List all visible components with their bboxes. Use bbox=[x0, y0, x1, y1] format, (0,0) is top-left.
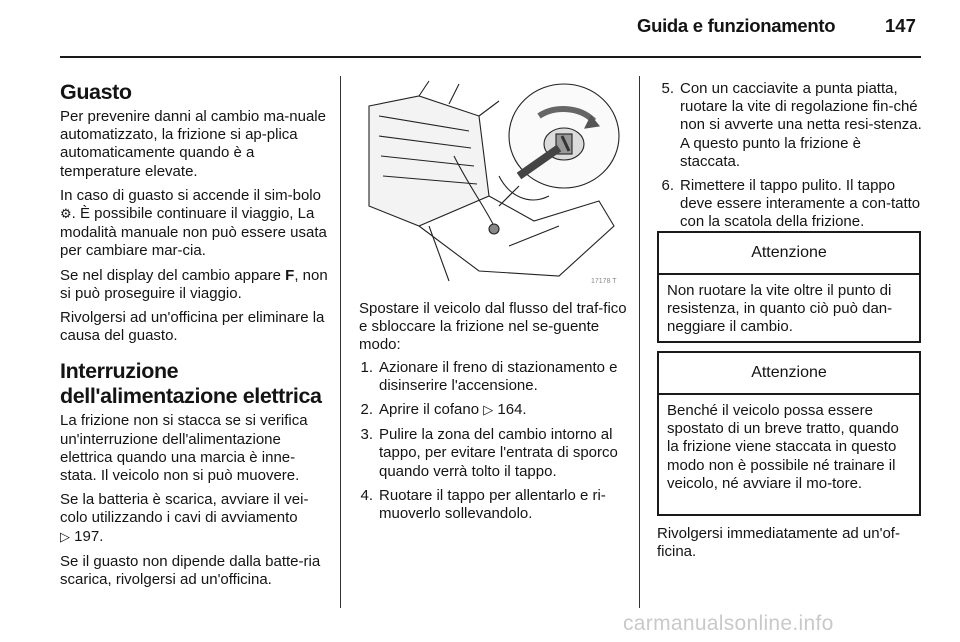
paragraph-fault-symbol: In caso di guasto si accende il sim-bolo ⚙. È possibile continuare il viaggio, La modalità manuale non può essere usata per cambiare mar-cia. bbox=[60, 186, 327, 260]
display-letter-f: F bbox=[285, 266, 295, 284]
transmission-warning-icon: ⚙ bbox=[60, 207, 72, 223]
header-rule bbox=[60, 56, 921, 58]
paragraph-workshop: Rivolgersi ad un'officina per eliminare la causa del guasto. bbox=[60, 309, 325, 345]
step-5: 5. Con un cacciavite a punta piatta, ruotare la vite di regolazione fin-ché non si avverte una netta resi-stenza. A questo punto la frizione è staccata. bbox=[661, 80, 922, 170]
watermark: carmanualsonline.info bbox=[623, 612, 834, 635]
warning-box-2 bbox=[657, 351, 921, 516]
steps-list-1-4 bbox=[355, 359, 627, 524]
section-title-power-interruption: Interruzione dell'alimentazione elettrica bbox=[60, 359, 322, 409]
header-title: Guida e funzionamento bbox=[637, 15, 836, 36]
page-number: 147 bbox=[885, 15, 916, 36]
warning-box-1 bbox=[657, 231, 921, 343]
warning-title: Attenzione bbox=[659, 233, 919, 275]
section-title-guasto: Guasto bbox=[60, 80, 132, 104]
steps-list-5-6 bbox=[656, 80, 924, 232]
paragraph-intro-steps: Spostare il veicolo dal flusso del traf-fico e sbloccare la frizione nel se-guente modo: bbox=[359, 300, 627, 354]
transmission-cap-figure bbox=[359, 76, 622, 288]
step-3: 3. Pulire la zona del cambio intorno al tappo, per evitare l'entrata di sporco quando verrà tolto il tappo. bbox=[360, 426, 618, 480]
paragraph-prevention: Per prevenire danni al cambio ma-nuale automatizzato, la frizione si ap-plica automaticamente quando è a temperature elevate. bbox=[60, 108, 326, 180]
step-6: 6. Rimettere il tappo pulito. Il tappo deve essere interamente a con-tatto con la scatola della frizione. bbox=[661, 177, 921, 231]
figure-code: 17178 T bbox=[591, 278, 617, 285]
step-4: 4. Ruotare il tappo per allentarlo e ri-muoverlo sollevandolo. bbox=[360, 486, 606, 523]
warning-text: Non ruotare la vite oltre il punto di resistenza, in quanto ciò può dan-neggiare il cambio. bbox=[667, 282, 893, 336]
paragraph-clutch-no-disengage: La frizione non si stacca se si verifica un'interruzione dell'alimentazione elettrica quando una marcia è inne-stata. Il veicolo non si può muovere. bbox=[60, 412, 308, 485]
column-divider-1 bbox=[340, 76, 341, 608]
paragraph-display-f: Se nel display del cambio appare F, non si può proseguire il viaggio. bbox=[60, 266, 328, 302]
page-reference-arrow-icon: ▷ bbox=[60, 529, 70, 545]
step-1: 1. Azionare il freno di stazionamento e disinserire l'accensione. bbox=[360, 358, 618, 394]
column-divider-2 bbox=[639, 76, 640, 608]
warning-title: Attenzione bbox=[659, 353, 919, 395]
middle-column bbox=[359, 300, 627, 529]
step-2: 2. Aprire il cofano ▷ 164. bbox=[360, 401, 527, 419]
right-column-steps bbox=[660, 80, 924, 238]
paragraph-other-fault: Se il guasto non dipende dalla batte-ria scarica, rivolgersi ad un'officina. bbox=[60, 552, 321, 589]
closing-paragraph: Rivolgersi immediatamente ad un'of-ficina. bbox=[657, 525, 900, 561]
warning-text: Benché il veicolo possa essere spostato di un breve tratto, quando la frizione viene staccata in questo modo non è possibile né trainare il veicolo, né avviare il mo-tore. bbox=[667, 402, 899, 492]
paragraph-battery: Se la batteria è scarica, avviare il vei-colo utilizzando i cavi di avviamento ▷ 197. bbox=[60, 491, 309, 545]
page-reference-arrow-icon: ▷ bbox=[483, 403, 494, 419]
left-column bbox=[60, 80, 328, 595]
